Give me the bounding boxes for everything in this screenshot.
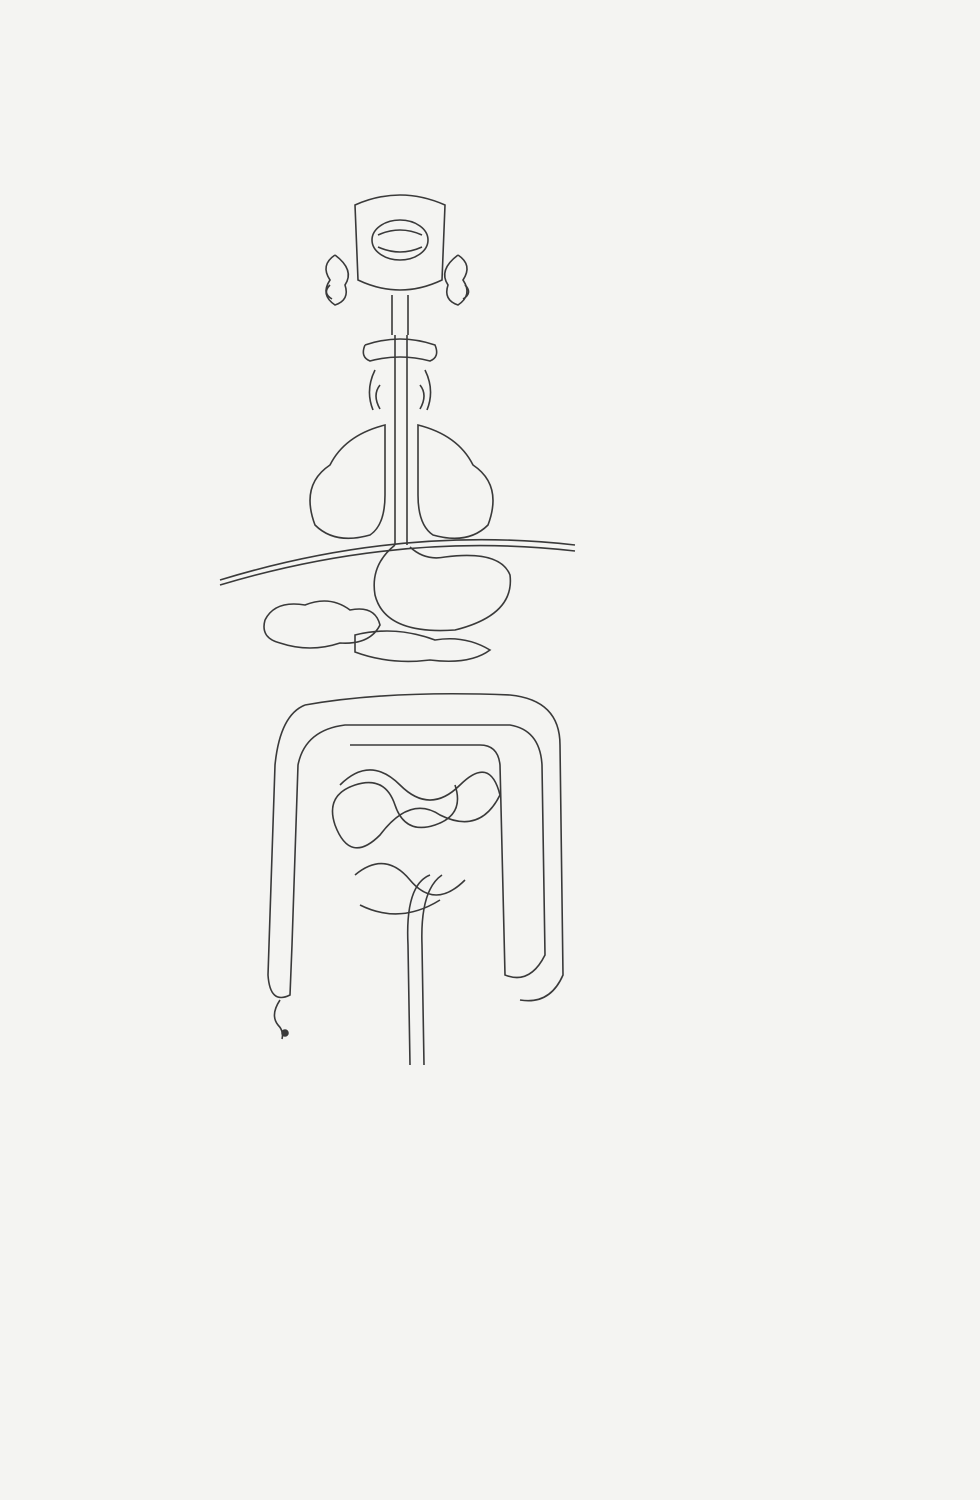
digestive-tract-figure	[180, 185, 590, 1105]
small-intestine	[333, 770, 501, 914]
head-outline	[355, 195, 445, 290]
esophagus	[395, 335, 407, 545]
mouth	[372, 220, 428, 260]
stomach	[374, 545, 510, 631]
thyroid-glands	[369, 370, 430, 410]
thyroid-cartilage	[363, 339, 436, 361]
pharynx	[392, 295, 408, 335]
pancreas	[355, 631, 490, 661]
diaphragm	[220, 540, 575, 580]
lung-right	[418, 425, 493, 538]
salivary-gland-right	[445, 255, 467, 305]
lung-left	[310, 425, 385, 538]
colon	[268, 705, 545, 998]
liver	[264, 601, 380, 648]
rectum	[408, 875, 442, 1065]
